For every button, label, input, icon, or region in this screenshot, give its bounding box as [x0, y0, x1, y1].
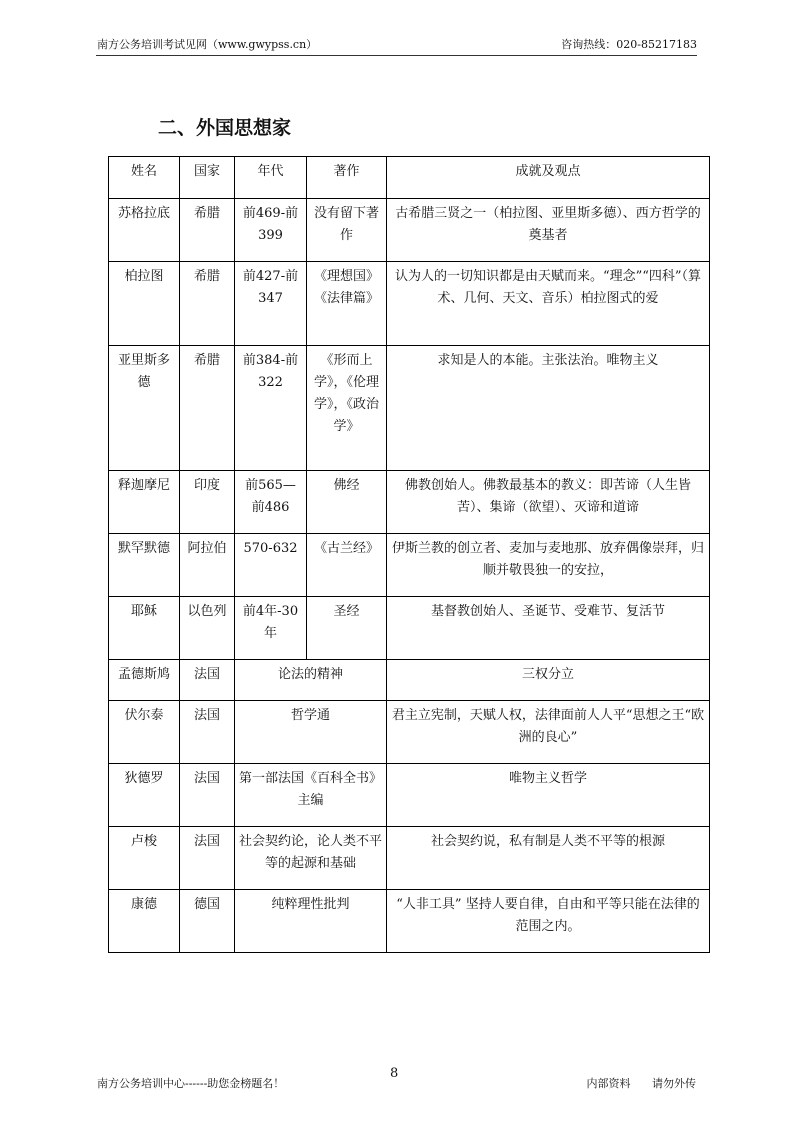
cell-era: 前427-前347: [235, 262, 307, 346]
cell-works: 纯粹理性批判: [235, 890, 387, 953]
section-title: 二、外国思想家: [158, 117, 292, 139]
cell-view: “人非工具” 坚持人要自律，自由和平等只能在法律的范围之内。: [387, 890, 710, 953]
table-row: [109, 471, 710, 534]
cell-view: 唯物主义哲学: [387, 764, 710, 827]
cell-era: 前4年-30年: [235, 597, 307, 660]
table-row: [109, 262, 710, 346]
cell-name: 柏拉图: [109, 262, 180, 346]
cell-view: 伊斯兰教的创立者、麦加与麦地那、放弃偶像崇拜，归顺并敬畏独一的安拉，: [387, 534, 710, 597]
cell-country: 以色列: [180, 597, 235, 660]
table-row: [109, 346, 710, 471]
cell-works: 第一部法国《百科全书》主编: [235, 764, 387, 827]
cell-view: 求知是人的本能。主张法治。唯物主义: [387, 346, 710, 471]
table-row: [109, 764, 710, 827]
cell-era: 570-632: [235, 534, 307, 597]
cell-name: 耶稣: [109, 597, 180, 660]
table-row: [109, 701, 710, 764]
header-cell-name: 姓名: [109, 157, 180, 199]
header-cell-country: 国家: [180, 157, 235, 199]
cell-country: 印度: [180, 471, 235, 534]
cell-country: 阿拉伯: [180, 534, 235, 597]
cell-works: 《形而上学》，《伦理学》，《政治学》: [307, 346, 387, 471]
thinkers-table: [108, 156, 710, 953]
cell-view: 佛教创始人。佛教最基本的教义：即苦谛（人生皆苦）、集谛（欲望）、灭谛和道谛: [387, 471, 710, 534]
cell-view: 社会契约说，私有制是人类不平等的根源: [387, 827, 710, 890]
cell-era: 前469-前399: [235, 199, 307, 262]
cell-works: 社会契约论，论人类不平等的起源和基础: [235, 827, 387, 890]
table-header-row: [109, 157, 710, 199]
table-row: [109, 660, 710, 701]
cell-country: 法国: [180, 764, 235, 827]
cell-view: 君主立宪制，天赋人权，法律面前人人平“思想之王“欧洲的良心”: [387, 701, 710, 764]
cell-country: 希腊: [180, 199, 235, 262]
cell-works: 哲学通: [235, 701, 387, 764]
cell-works: 《古兰经》: [307, 534, 387, 597]
header-site-name: 南方公务培训考试见网（www.gwypss.cn）: [97, 38, 318, 51]
cell-name: 伏尔泰: [109, 701, 180, 764]
cell-works: 佛经: [307, 471, 387, 534]
page-number: 8: [390, 1066, 399, 1081]
cell-name: 康德: [109, 890, 180, 953]
cell-era: 前565—前486: [235, 471, 307, 534]
cell-country: 法国: [180, 827, 235, 890]
cell-view: 认为人的一切知识都是由天赋而来。“理念”“四科”（算术、几何、天文、音乐）柏拉图式的爱: [387, 262, 710, 346]
header-cell-view: 成就及观点: [387, 157, 710, 199]
table-row: [109, 199, 710, 262]
cell-era: 前384-前322: [235, 346, 307, 471]
cell-name: 孟德斯鸠: [109, 660, 180, 701]
cell-name: 释迦摩尼: [109, 471, 180, 534]
cell-name: 默罕默德: [109, 534, 180, 597]
cell-works: 没有留下著作: [307, 199, 387, 262]
cell-name: 苏格拉底: [109, 199, 180, 262]
table-row: [109, 890, 710, 953]
cell-view: 三权分立: [387, 660, 710, 701]
table-row: [109, 827, 710, 890]
cell-view: 古希腊三贤之一（柏拉图、亚里斯多德）、西方哲学的奠基者: [387, 199, 710, 262]
table-row: [109, 597, 710, 660]
cell-country: 法国: [180, 701, 235, 764]
header-cell-era: 年代: [235, 157, 307, 199]
footer-slogan: 南方公务培训中心------助您金榜题名！: [97, 1077, 285, 1090]
cell-country: 希腊: [180, 262, 235, 346]
footer-notice: 内部资料 请勿外传: [586, 1077, 696, 1090]
cell-country: 法国: [180, 660, 235, 701]
cell-works: 论法的精神: [235, 660, 387, 701]
cell-country: 希腊: [180, 346, 235, 471]
cell-works: 《理想国》《法律篇》: [307, 262, 387, 346]
table-row: [109, 534, 710, 597]
cell-name: 狄德罗: [109, 764, 180, 827]
header-hotline: 咨询热线：020-85217183: [561, 38, 697, 51]
header-cell-works: 著作: [307, 157, 387, 199]
cell-country: 德国: [180, 890, 235, 953]
cell-name: 卢梭: [109, 827, 180, 890]
header-divider: [96, 55, 697, 56]
cell-name: 亚里斯多德: [109, 346, 180, 471]
cell-works: 圣经: [307, 597, 387, 660]
cell-view: 基督教创始人、圣诞节、受难节、复活节: [387, 597, 710, 660]
